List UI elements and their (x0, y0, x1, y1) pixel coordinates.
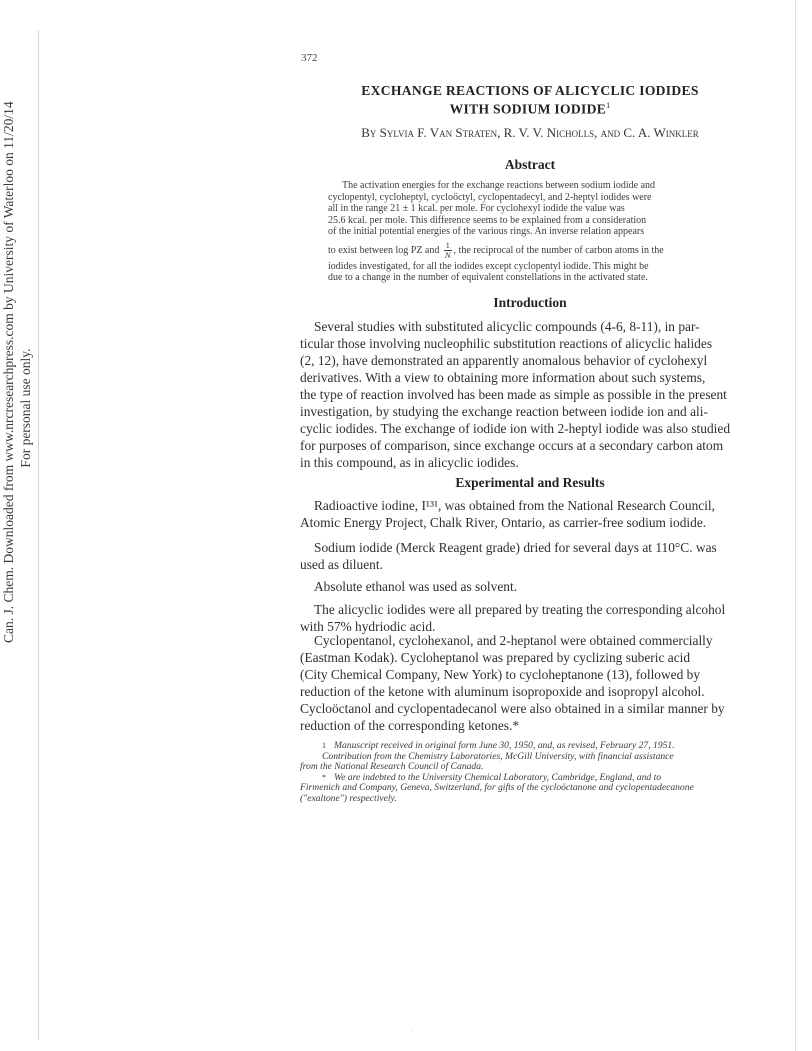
body-line: in this compound, as in alicyclic iodides. (300, 455, 519, 470)
author-line: By Sylvia F. Van Straten, R. V. V. Nicholls, and C. A. Winkler (361, 125, 699, 140)
abstract-line: cyclopentyl, cycloheptyl, cycloöctyl, cyclopentadecyl, and 2-heptyl iodides were (328, 191, 652, 203)
abstract-line: all in the range 21 ± 1 kcal. per mole. For cyclohexyl iodide the value was (328, 203, 625, 214)
body-line: ticular those involving nucleophilic substitution reactions of alicyclic halides (300, 336, 713, 351)
title-footnote-mark: 1 (606, 101, 611, 110)
footnote-text: Manuscript received in original form June 30, 1950, and, as revised, February 27, 1951. (334, 741, 675, 751)
footnote-line (300, 773, 772, 784)
title-line-1: EXCHANGE REACTIONS OF ALICYCLIC IODIDES (361, 83, 699, 98)
body-line: (2, 12), have demonstrated an apparently anomalous behavior of cyclohexyl (300, 353, 708, 368)
abstract-line: The activation energies for the exchange reactions between sodium iodide and (342, 180, 656, 191)
body-line: Absolute ethanol was used as solvent. (314, 579, 518, 594)
body-line: Cycloöctanol and cyclopentadecanol were also obtained in a similar manner by (300, 701, 725, 716)
body-line: cyclic iodides. The exchange of iodide ion with 2-heptyl iodide was also studied (300, 421, 731, 436)
body-line: Atomic Energy Project, Chalk River, Ontario, as carrier-free sodium iodide. (300, 515, 707, 530)
footnote-text: We are indebted to the University Chemical Laboratory, Cambridge, England, and to (334, 772, 662, 783)
experimental-paragraph-5 (300, 632, 770, 734)
paper-title (300, 83, 760, 117)
watermark-line-2: For personal use only. (18, 348, 33, 468)
abstract-formula-line (328, 241, 768, 261)
body-line: Sodium iodide (Merck Reagent grade) dried for several days at 110°C. was (314, 540, 717, 555)
formula-text-after: , the reciprocal of the number of carbon atoms in the (453, 244, 664, 256)
body-line: Cyclopentanol, cyclohexanol, and 2-heptanol were obtained commercially (314, 633, 713, 648)
body-line: Radioactive iodine, I¹³¹, was obtained from the National Research Council, (314, 498, 715, 513)
experimental-paragraph-1 (300, 497, 770, 531)
body-line: derivatives. With a view to obtaining more information about such systems, (300, 370, 706, 385)
fraction-denominator: N (444, 249, 451, 260)
introduction-paragraph (300, 318, 770, 471)
footnote-line: ("exaltone") respectively. (300, 793, 397, 804)
experimental-heading: Experimental and Results (455, 475, 605, 490)
fraction-numerator: 1 (445, 240, 450, 251)
title-line-2-text: WITH SODIUM IODIDE (449, 101, 607, 117)
introduction-heading: Introduction (493, 295, 567, 310)
body-line: the type of reaction involved has been made as simple as possible in the present (300, 387, 727, 402)
scan-speck: · (411, 1028, 414, 1036)
watermark-line-1: Can. J. Chem. Downloaded from www.nrcresearchpress.com by University of Waterloo on 11/20/14 (1, 101, 16, 643)
body-line: investigation, by studying the exchange reaction between iodide ion and ali- (300, 404, 708, 419)
body-line: (Eastman Kodak). Cycloheptanol was prepared by cyclizing suberic acid (300, 650, 691, 665)
footnote-mark-2: * (322, 772, 326, 782)
footnote-line: Contribution from the Chemistry Laboratories, McGill University, with financial assistance (322, 751, 674, 762)
abstract-line: of the initial potential energies of the various rings. An inverse relation appears (328, 226, 645, 237)
abstract-line: due to a change in the number of equivalent constellations in the activated state. (328, 272, 648, 283)
body-line: with 57% hydriodic acid. (300, 619, 436, 634)
body-line: Several studies with substituted alicyclic compounds (4-6, 8-11), in par- (314, 319, 700, 334)
footnote-line: Firmenich and Company, Geneva, Switzerland, for gifts of the cycloöctanone and cyclopentadecanone (300, 783, 694, 794)
abstract-line: 25.6 kcal. per mole. This difference seems to be explained from a consideration (328, 214, 647, 226)
abstract-heading: Abstract (504, 157, 556, 172)
experimental-paragraph-2 (300, 539, 770, 573)
experimental-paragraph-4 (300, 601, 770, 635)
abstract-text (328, 180, 768, 284)
title-line-2 (300, 98, 760, 117)
abstract-line: iodides investigated, for all the iodides except cyclopentyl iodide. This might be (328, 260, 649, 272)
formula-text-before: to exist between log PZ and (328, 244, 440, 256)
body-line: for purposes of comparison, since exchange occurs at a secondary carbon atom (300, 438, 724, 453)
body-line: (City Chemical Company, New York) to cycloheptanone (13), followed by (300, 667, 701, 682)
body-line: reduction of the corresponding ketones.* (300, 718, 520, 733)
body-line: used as diluent. (300, 557, 383, 572)
experimental-paragraph-3 (300, 578, 770, 595)
body-line: The alicyclic iodides were all prepared by treating the corresponding alcohol (314, 602, 726, 617)
footnote-mark-1: 1 (322, 741, 326, 750)
reciprocal-fraction (444, 241, 452, 259)
footnotes (300, 741, 772, 805)
body-line: reduction of the ketone with aluminum isopropoxide and isopropyl alcohol. (300, 684, 705, 699)
footnote-line: from the National Research Council of Canada. (300, 762, 484, 773)
page-number: 372 (301, 52, 318, 64)
download-watermark (0, 101, 40, 643)
page-edge-right (795, 0, 796, 1051)
footnote-line (300, 741, 772, 752)
